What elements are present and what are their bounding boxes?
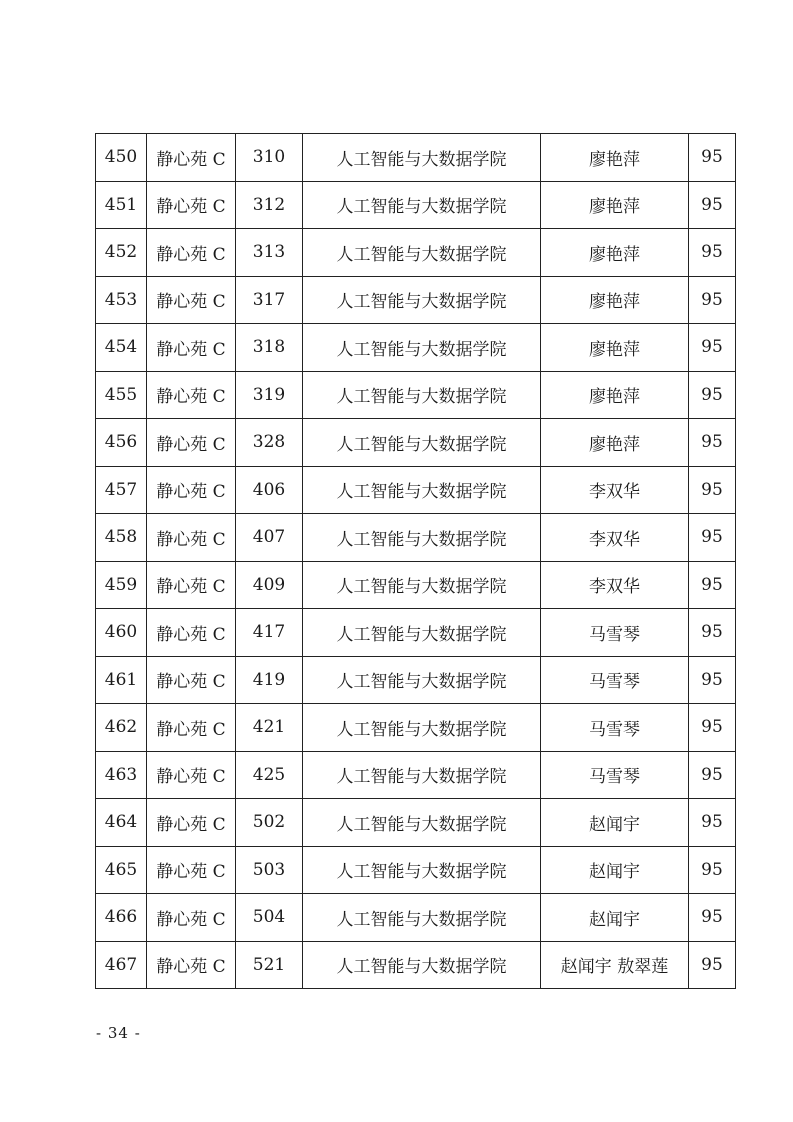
room-cell: 502 [236,799,303,847]
table-row [96,799,736,847]
table-row [96,181,736,229]
person-cell: 赵闻宇 [541,894,689,942]
building-cell: 静心苑 C [147,229,236,277]
room-cell: 521 [236,941,303,989]
person-cell: 马雪琴 [541,751,689,799]
row-number-cell: 450 [96,134,147,182]
room-cell: 312 [236,181,303,229]
row-number-cell: 462 [96,704,147,752]
room-cell: 407 [236,514,303,562]
college-cell: 人工智能与大数据学院 [303,419,541,467]
room-cell: 318 [236,324,303,372]
score-cell: 95 [689,894,736,942]
row-number-cell: 467 [96,941,147,989]
building-cell: 静心苑 C [147,181,236,229]
college-cell: 人工智能与大数据学院 [303,704,541,752]
person-cell: 马雪琴 [541,609,689,657]
table-body [96,134,736,989]
row-number-cell: 459 [96,561,147,609]
person-cell: 赵闻宇 [541,846,689,894]
college-cell: 人工智能与大数据学院 [303,276,541,324]
college-cell: 人工智能与大数据学院 [303,894,541,942]
row-number-cell: 451 [96,181,147,229]
row-number-cell: 460 [96,609,147,657]
person-cell: 赵闻宇 [541,799,689,847]
room-cell: 409 [236,561,303,609]
college-cell: 人工智能与大数据学院 [303,751,541,799]
score-cell: 95 [689,276,736,324]
college-cell: 人工智能与大数据学院 [303,371,541,419]
score-cell: 95 [689,704,736,752]
table-row [96,609,736,657]
building-cell: 静心苑 C [147,419,236,467]
building-cell: 静心苑 C [147,276,236,324]
college-cell: 人工智能与大数据学院 [303,846,541,894]
score-cell: 95 [689,181,736,229]
room-cell: 421 [236,704,303,752]
table-row [96,134,736,182]
row-number-cell: 465 [96,846,147,894]
score-cell: 95 [689,514,736,562]
score-cell: 95 [689,371,736,419]
person-cell: 廖艳萍 [541,134,689,182]
building-cell: 静心苑 C [147,561,236,609]
person-cell: 赵闻宇 敖翠莲 [541,941,689,989]
row-number-cell: 453 [96,276,147,324]
score-cell: 95 [689,846,736,894]
room-cell: 504 [236,894,303,942]
row-number-cell: 458 [96,514,147,562]
college-cell: 人工智能与大数据学院 [303,799,541,847]
row-number-cell: 457 [96,466,147,514]
score-cell: 95 [689,134,736,182]
room-cell: 328 [236,419,303,467]
table-row [96,704,736,752]
row-number-cell: 466 [96,894,147,942]
college-cell: 人工智能与大数据学院 [303,181,541,229]
college-cell: 人工智能与大数据学院 [303,324,541,372]
table-row [96,561,736,609]
building-cell: 静心苑 C [147,134,236,182]
room-cell: 425 [236,751,303,799]
room-cell: 319 [236,371,303,419]
dormitory-score-table [95,133,736,989]
row-number-cell: 454 [96,324,147,372]
college-cell: 人工智能与大数据学院 [303,134,541,182]
row-number-cell: 461 [96,656,147,704]
score-cell: 95 [689,466,736,514]
page-number: - 34 - [96,1024,141,1042]
person-cell: 廖艳萍 [541,419,689,467]
building-cell: 静心苑 C [147,324,236,372]
person-cell: 廖艳萍 [541,371,689,419]
college-cell: 人工智能与大数据学院 [303,514,541,562]
building-cell: 静心苑 C [147,894,236,942]
dormitory-score-table-container [95,133,735,989]
score-cell: 95 [689,751,736,799]
room-cell: 417 [236,609,303,657]
college-cell: 人工智能与大数据学院 [303,609,541,657]
college-cell: 人工智能与大数据学院 [303,229,541,277]
row-number-cell: 452 [96,229,147,277]
table-row [96,276,736,324]
college-cell: 人工智能与大数据学院 [303,941,541,989]
row-number-cell: 463 [96,751,147,799]
table-row [96,466,736,514]
person-cell: 李双华 [541,514,689,562]
table-row [96,846,736,894]
building-cell: 静心苑 C [147,799,236,847]
building-cell: 静心苑 C [147,846,236,894]
building-cell: 静心苑 C [147,466,236,514]
college-cell: 人工智能与大数据学院 [303,561,541,609]
person-cell: 马雪琴 [541,704,689,752]
table-row [96,324,736,372]
table-row [96,514,736,562]
score-cell: 95 [689,324,736,372]
person-cell: 李双华 [541,561,689,609]
person-cell: 廖艳萍 [541,229,689,277]
table-row [96,894,736,942]
table-row [96,371,736,419]
room-cell: 419 [236,656,303,704]
score-cell: 95 [689,941,736,989]
building-cell: 静心苑 C [147,941,236,989]
score-cell: 95 [689,419,736,467]
college-cell: 人工智能与大数据学院 [303,656,541,704]
room-cell: 406 [236,466,303,514]
person-cell: 李双华 [541,466,689,514]
room-cell: 317 [236,276,303,324]
score-cell: 95 [689,799,736,847]
row-number-cell: 455 [96,371,147,419]
room-cell: 313 [236,229,303,277]
person-cell: 廖艳萍 [541,181,689,229]
building-cell: 静心苑 C [147,751,236,799]
building-cell: 静心苑 C [147,704,236,752]
table-row [96,656,736,704]
table-row [96,941,736,989]
table-row [96,419,736,467]
building-cell: 静心苑 C [147,514,236,562]
room-cell: 310 [236,134,303,182]
table-row [96,751,736,799]
score-cell: 95 [689,609,736,657]
building-cell: 静心苑 C [147,609,236,657]
score-cell: 95 [689,561,736,609]
table-row [96,229,736,277]
score-cell: 95 [689,229,736,277]
row-number-cell: 456 [96,419,147,467]
building-cell: 静心苑 C [147,371,236,419]
person-cell: 马雪琴 [541,656,689,704]
room-cell: 503 [236,846,303,894]
person-cell: 廖艳萍 [541,324,689,372]
college-cell: 人工智能与大数据学院 [303,466,541,514]
person-cell: 廖艳萍 [541,276,689,324]
row-number-cell: 464 [96,799,147,847]
score-cell: 95 [689,656,736,704]
building-cell: 静心苑 C [147,656,236,704]
